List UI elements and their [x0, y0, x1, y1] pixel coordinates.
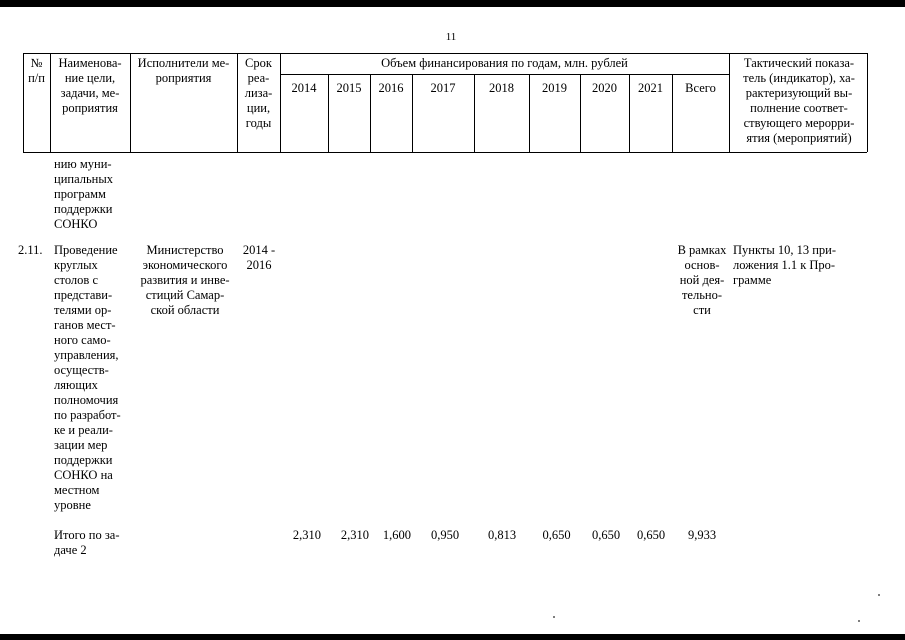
scan-speck — [878, 594, 880, 596]
page-number: 11 — [445, 31, 457, 43]
header-num: № п/п — [28, 56, 45, 85]
bottom-border-bar — [0, 634, 905, 640]
total-value: 9,933 — [687, 528, 717, 542]
header-year: 2021 — [638, 81, 663, 95]
total-value: 0,650 — [636, 528, 666, 542]
total-value: 0,813 — [487, 528, 517, 542]
total-value: 0,650 — [542, 528, 571, 542]
header-years-line — [280, 74, 729, 75]
row-indicator: Пункты 10, 13 при- ложения 1.1 к Про- грамме — [733, 243, 837, 287]
col-border — [729, 53, 730, 152]
header-name: Наименова- ние цели, задачи, ме- роприятия — [58, 56, 122, 115]
continued-name-cell: нию муни- ципальных программ поддержки СОНКО — [54, 157, 114, 231]
header-year: 2019 — [542, 81, 567, 95]
header-year: 2016 — [378, 81, 404, 95]
row-executor: Министерство экономического развития и инве- стиций Самар- ской области — [140, 243, 230, 317]
header-year: 2015 — [336, 81, 362, 95]
total-value: 0,950 — [430, 528, 460, 542]
row-total: В рамках основ- ной дея- тельно- сти — [677, 243, 727, 317]
header-term: Срок реа- лиза- ции, годы — [244, 56, 273, 130]
row-number: 2.11. — [18, 243, 43, 257]
scan-speck — [858, 620, 860, 622]
row-term: 2014 - 2016 — [242, 243, 276, 272]
header-year: 2017 — [430, 81, 456, 95]
top-border-bar — [0, 0, 905, 7]
col-border — [867, 53, 868, 152]
header-year: 2020 — [592, 81, 617, 95]
header-total: Всего — [685, 81, 716, 95]
header-bottom-line — [23, 152, 867, 153]
header-indicator: Тактический показа- тель (индикатор), ха- рактеризующий вы- полнение соответ- ствующего мероpри- ятия (мероприятий) — [743, 56, 855, 145]
header-year: 2014 — [291, 81, 317, 95]
row-name: Проведение круглых столов с представи- телями ор- ганов мест- ного само- управления, осуществ- ляющих полномочия по разработ- ке и реали- зации мер поддержки СОНКО на местном уровне — [54, 243, 121, 512]
total-value: 2,310 — [292, 528, 321, 542]
total-value: 0,650 — [591, 528, 621, 542]
header-top-line — [23, 53, 867, 54]
total-label: Итого по за- даче 2 — [54, 528, 120, 557]
header-year: 2018 — [489, 81, 514, 95]
total-value: 2,310 — [340, 528, 369, 542]
scan-speck — [553, 616, 555, 618]
header-executors: Исполнители ме- роприятия — [137, 56, 230, 85]
header-financing: Объем финансирования по годам, млн. рублей — [381, 56, 628, 70]
total-value: 1,600 — [382, 528, 411, 542]
